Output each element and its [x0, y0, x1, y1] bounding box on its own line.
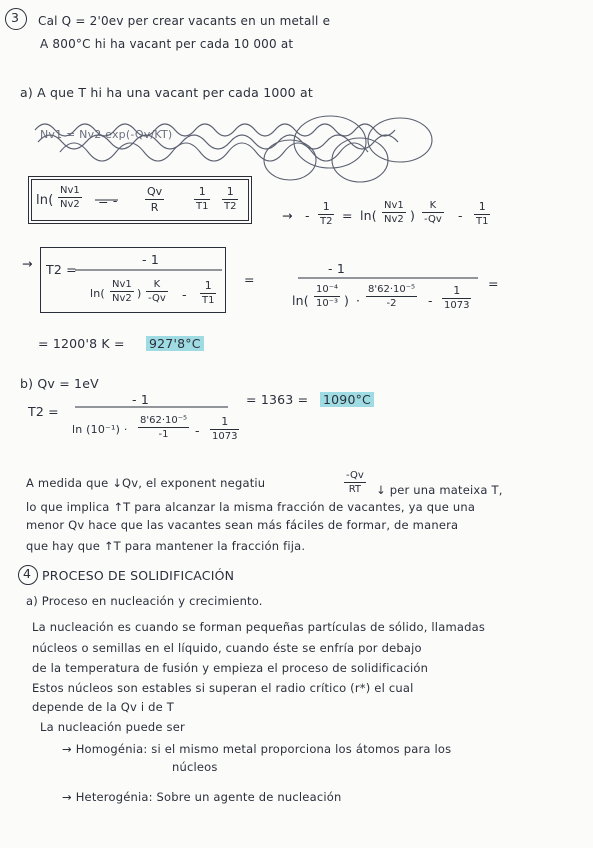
num-sub-numerator: - 1 [328, 261, 346, 276]
explanation-line-4: que hay que ↑T para mantener la fracción fija. [26, 539, 306, 553]
one-over-t1-b: 1 T1 [476, 200, 489, 227]
t2-close: ) [137, 287, 142, 300]
exercise-4-para-2: núcleos o semillas en el líquido, cuando éste se enfría por debajo [32, 641, 422, 655]
part-b-ln: ln (10⁻¹) · [72, 423, 128, 436]
t2-nv-ratio: Nv1 Nv2 [112, 279, 132, 304]
exercise-4-part-a: a) Proceso en nucleación y crecimiento. [26, 594, 263, 608]
exercise-3-line-1: Cal Q = 2'0ev per crear vacants en un metall e [38, 14, 331, 28]
exercise-4-para-6: La nucleación puede ser [40, 720, 185, 734]
result-a: = 1200'8 K = [38, 336, 125, 351]
explanation-fraction: -Qv RT [346, 470, 364, 495]
t2-ln: ln( [90, 287, 105, 300]
part-b-one-over-t1: 1 1073 [212, 415, 238, 442]
num-sub-one-over-t1: 1 1073 [444, 284, 470, 311]
nv-ratio-b: Nv1 Nv2 [384, 200, 404, 225]
crossed-out-equation: Nv1 = Nv2 exp(-Qv/KT) [40, 128, 173, 141]
ln-label-b: ln( [360, 208, 377, 223]
minus-sign: - [305, 208, 310, 223]
result-a-celsius: 927'8°C [146, 336, 204, 351]
part-b-numerator: - 1 [132, 392, 150, 407]
heterogeneous-line: → Heterogénia: Sobre un agente de nucleación [62, 790, 342, 804]
homogeneous-line: → Homogénia: si el mismo metal proporciona los átomos para los [62, 742, 452, 756]
eq-neg: = - [98, 193, 118, 208]
qv-over-r: Qv R [147, 185, 163, 214]
k-over-negqv: K -Qv [424, 200, 442, 225]
arrow: → [22, 256, 33, 271]
one-over-t2: 1 T2 [224, 185, 237, 212]
explanation-line-1b: ↓ per una mateixa T, [376, 483, 503, 497]
eq-sign-3: = [488, 276, 499, 291]
exercise-3-line-2: A 800°C hi ha vacant per cada 10 000 at [40, 37, 294, 51]
arrow-right: → [282, 208, 293, 223]
part-b-t2-eq: T2 = [28, 404, 59, 419]
one-over-t1: 1 T1 [196, 185, 209, 212]
minus-sign-b: - [458, 208, 463, 223]
homogeneous-line-2: núcleos [172, 760, 218, 774]
explanation-line-1a: A medida que ↓Qv, el exponent negatiu [26, 476, 266, 490]
exercise-3-number: 3 [11, 10, 20, 25]
nv-ratio: Nv1 Nv2 [60, 185, 80, 210]
exercise-4-para-5: depende de la Qv i de T [32, 700, 175, 714]
result-b-celsius: 1090°C [320, 392, 374, 407]
result-b: = 1363 = [246, 392, 309, 407]
part-b-label: b) Qv = 1eV [20, 376, 99, 391]
close-paren: ) [410, 208, 416, 223]
explanation-line-3: menor Qv hace que las vacantes sean más fáciles de formar, de manera [26, 518, 459, 532]
t2-k-over-negqv: K -Qv [148, 279, 166, 304]
ln-label: ln( [36, 193, 54, 208]
num-sub-ratio: 10⁻⁴ 10⁻³ [316, 284, 339, 309]
t2-one-over-t1: 1 T1 [202, 279, 215, 306]
part-b-minus: - [195, 423, 200, 438]
one-over-t2-b: 1 T2 [320, 200, 333, 227]
explanation-line-2: lo que implica ↑T para alcanzar la misma fracción de vacantes, ya que una [26, 500, 476, 514]
num-sub-ln: ln( [292, 293, 309, 308]
num-sub-close: ) [344, 293, 350, 308]
eq-sign-2: = [244, 272, 255, 287]
num-sub-k-over-q: 8'62·10⁻⁵ -2 [368, 284, 416, 309]
num-sub-minus: - [428, 293, 433, 308]
question-a: a) A que T hi ha una vacant per cada 1000 at [20, 85, 313, 100]
exercise-4-title: PROCESO DE SOLIDIFICACIÓN [42, 568, 235, 583]
part-b-k-over-q: 8'62·10⁻⁵ -1 [140, 415, 188, 440]
t2-numerator: - 1 [142, 252, 160, 267]
t2-eq: T2 = [46, 262, 77, 277]
exercise-4-para-4: Estos núcleos son estables si superan el radio crítico (r*) el cual [32, 681, 414, 695]
t2-minus: - [182, 287, 187, 302]
exercise-4-para-3: de la temperatura de fusión y empieza el proceso de solidificación [32, 661, 429, 675]
num-sub-dot: · [356, 293, 361, 308]
eq-sign: = [342, 208, 353, 223]
exercise-4-number: 4 [23, 566, 32, 581]
exercise-4-para-1: La nucleación es cuando se forman pequeñas partículas de sólido, llamadas [32, 620, 486, 634]
